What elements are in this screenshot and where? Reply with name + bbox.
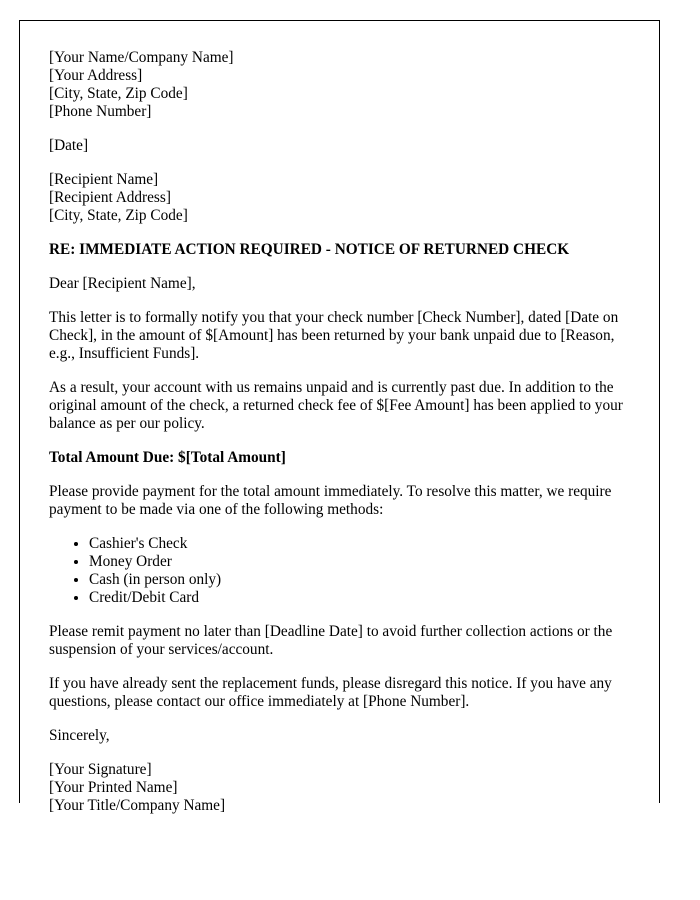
- list-item: • Cashier's Check: [89, 535, 633, 553]
- closing: Sincerely,: [49, 727, 110, 744]
- letter-page: [19, 20, 660, 814]
- sender-name: [Your Name/Company Name]: [49, 49, 234, 66]
- list-item: • Cash (in person only): [89, 571, 633, 589]
- payment-methods-list: [49, 535, 633, 607]
- sender-block: [49, 49, 633, 121]
- sender-address: [Your Address]: [49, 67, 143, 84]
- paragraph-notice: This letter is to formally notify you that your check number [Check Number], dated [Date on Check], in the amount of $[Amount] has been returned by your bank unpaid due to [Reason, e.g., Insufficient Funds].: [49, 309, 619, 362]
- letter-date: [Date]: [49, 137, 89, 154]
- salutation: Dear [Recipient Name],: [49, 275, 196, 292]
- list-item: • Credit/Debit Card: [89, 589, 633, 607]
- signature-line: [Your Signature]: [49, 761, 152, 778]
- sender-phone: [Phone Number]: [49, 103, 152, 120]
- recipient-name: [Recipient Name]: [49, 171, 159, 188]
- paragraph-deadline: Please remit payment no later than [Deadline Date] to avoid further collection actions or the suspension of your services/account.: [49, 623, 613, 658]
- total-amount-due: Total Amount Due: $[Total Amount]: [49, 449, 286, 466]
- recipient-address: [Recipient Address]: [49, 189, 171, 206]
- sender-city-state-zip: [City, State, Zip Code]: [49, 85, 188, 102]
- list-item: • Money Order: [89, 553, 633, 571]
- printed-name: [Your Printed Name]: [49, 779, 178, 796]
- recipient-city-state-zip: [City, State, Zip Code]: [49, 207, 188, 224]
- date-block: [49, 137, 633, 155]
- subject-line: RE: IMMEDIATE ACTION REQUIRED - NOTICE OF RETURNED CHECK: [49, 241, 570, 258]
- recipient-block: [49, 171, 633, 225]
- paragraph-result: As a result, your account with us remains unpaid and is currently past due. In addition to the original amount of the check, a returned check fee of $[Fee Amount] has been applied to your balance as per our policy.: [49, 379, 623, 432]
- paragraph-disregard: If you have already sent the replacement funds, please disregard this notice. If you have any questions, please contact our office immediately at [Phone Number].: [49, 675, 612, 710]
- letter-body: [49, 49, 633, 831]
- signature-block: [49, 761, 633, 815]
- paragraph-payment-request: Please provide payment for the total amount immediately. To resolve this matter, we require payment to be made via one of the following methods:: [49, 483, 612, 518]
- title-company: [Your Title/Company Name]: [49, 797, 226, 814]
